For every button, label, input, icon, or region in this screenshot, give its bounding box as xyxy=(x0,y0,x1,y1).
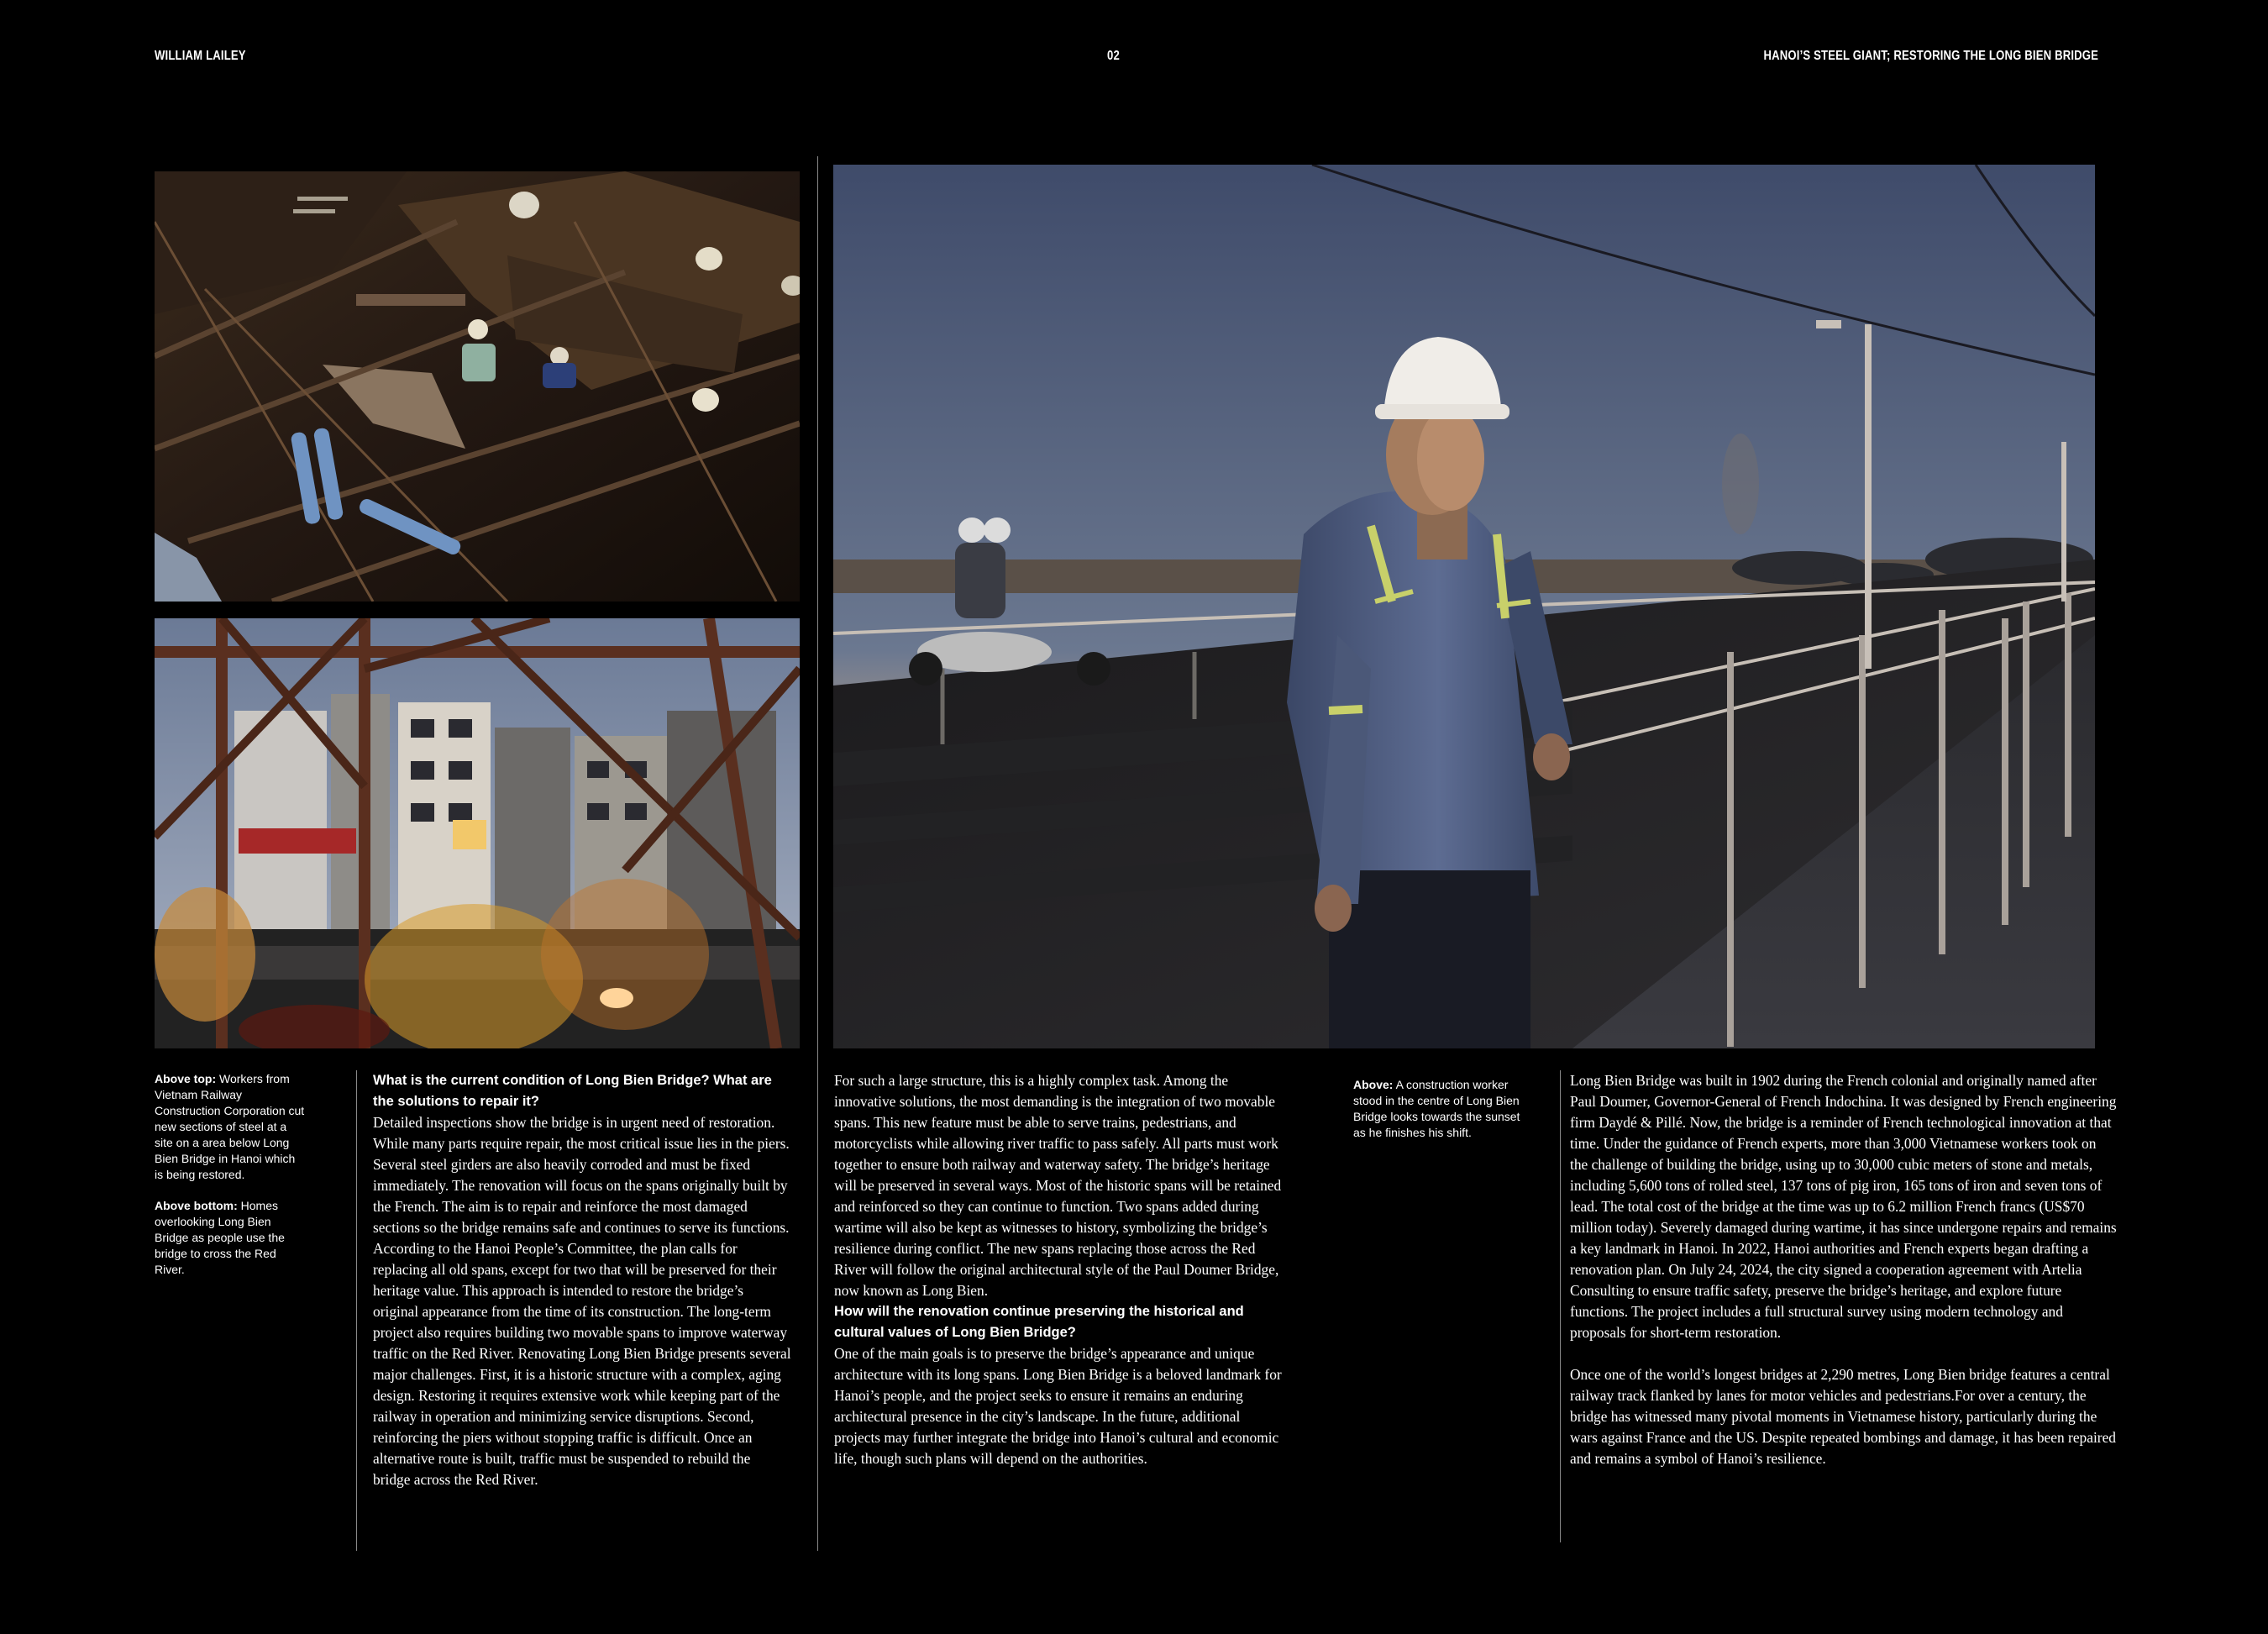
article-column-1 xyxy=(373,1070,791,1490)
body-text: For such a large structure, this is a highly complex task. Among the innovative solutions, the most demanding is the integration of two movable spans. This new feature must be able to serve trains, pedestrians, and motorcyclists while allowing river traffic to pass safely. All parts must work together to ensure both railway and waterway safety. The bridge’s heritage will be preserved in several ways. Most of the historic spans will be retained and reinforced so they can continue to function. Two spans added during wartime will also be kept as witnesses to history, symbolizing the bridge’s resilience during conflict. The new spans replacing those across the Red River will follow the original architectural style of the Paul Doumer Bridge, now known as Long Bien. xyxy=(834,1072,1282,1299)
body-text: One of the main goals is to preserve the bridge’s appearance and unique architecture with its long spans. Long Bien Bridge is a beloved landmark for Hanoi’s people, and the project seeks to ensure it remains an enduring architectural presence in the city’s landscape. In the future, additional projects may further integrate the bridge into Hanoi’s cultural and economic life, though such plans will depend on the authorities. xyxy=(834,1345,1282,1467)
article-column-3 xyxy=(1570,1070,2118,1469)
photo-construction-worker xyxy=(833,165,2095,1048)
article-title: HANOI’S STEEL GIANT; RESTORING THE LONG BIEN BRIDGE xyxy=(1763,49,2098,63)
column-divider xyxy=(356,1070,357,1551)
author-name: WILLIAM LAILEY xyxy=(155,49,246,63)
body-text: Long Bien Bridge was built in 1902 during the French colonial and originally named after Paul Doumer, Governor-General of French Indochina. It was designed by French engineering firm Daydé & Pillé. Now, the bridge is a reminder of French technological innovation at that time. Under the guidance of French experts, more than 3,000 Vietnamese workers took on the challenge of building the bridge, using up to 30,000 cubic meters of stone and metals, including 5,600 tons of rolled steel, 137 tons of pig iron, 165 tons of iron and seven tons of lead. The total cost of the bridge at the time was up to 6.2 million French francs (US$70 million today). Severely damaged during wartime, it has since undergone repairs and remains a key landmark in Hanoi. In 2022, Hanoi authorities and French experts began drafting a renovation plan. On July 24, 2024, the city signed a cooperation agreement with Artelia Consulting to ensure traffic safety, preserve the bridge’s heritage, and explore future functions. The project includes a full structural survey using modern technology and proposals for short-term restoration. xyxy=(1570,1072,2117,1341)
column-divider xyxy=(1560,1070,1561,1542)
article-column-2 xyxy=(834,1070,1286,1469)
caption-left xyxy=(155,1071,306,1293)
page-number: 02 xyxy=(1107,49,1120,63)
question-heading: How will the renovation continue preserving the historical and cultural values of Long Bien Bridge? xyxy=(834,1304,1244,1340)
body-text: Once one of the world’s longest bridges at 2,290 metres, Long Bien bridge features a central railway track flanked by lanes for motor vehicles and pedestrians.For over a century, the bridge has witnessed many pivotal moments in Vietnamese history, particularly during the wars against France and the US. Despite repeated bombings and damage, it has been repaired and remains a symbol of Hanoi’s resilience. xyxy=(1570,1366,2116,1467)
photo-steel-workers xyxy=(155,171,800,602)
question-heading: What is the current condition of Long Bien Bridge? What are the solutions to repair it? xyxy=(373,1073,772,1109)
column-divider xyxy=(817,156,818,1551)
body-text: Detailed inspections show the bridge is in urgent need of restoration. While many parts require repair, the most critical issue lies in the piers. Several steel girders are also heavily corroded and must be fixed immediately. The renovation will focus on the spans originally built by the French. The aim is to repair and reinforce the most damaged sections so the bridge remains safe and continues to serve its functions. According to the Hanoi People’s Committee, the plan calls for replacing all old spans, except for two that will be preserved for their heritage value. This approach is intended to restore the bridge’s original appearance from the time of its construction. The long-term project also requires building two movable spans to improve waterway traffic on the Red River. Renovating Long Bien Bridge presents several major challenges. First, it is a historic structure with a complex, aging design. Restoring it requires extensive work while keeping part of the railway in operation and minimizing service disruptions. Second, reinforcing the piers without stopping traffic is difficult. Once an alternative route is built, traffic must be suspended to rebuild the bridge across the Red River. xyxy=(373,1114,791,1488)
caption-top: Above top: Workers from Vietnam Railway Construction Corporation cut new sections of steel at a site on a area below Long Bien Bridge in Hanoi which is being restored. xyxy=(155,1072,305,1181)
photo-bridge-homes xyxy=(155,618,800,1048)
caption-bottom: Above bottom: Homes overlooking Long Bien Bridge as people use the bridge to cross the Red River. xyxy=(155,1199,285,1276)
caption-main: Above: A construction worker stood in the centre of Long Bien Bridge looks towards the sunset as he finishes his shift. xyxy=(1353,1078,1520,1139)
